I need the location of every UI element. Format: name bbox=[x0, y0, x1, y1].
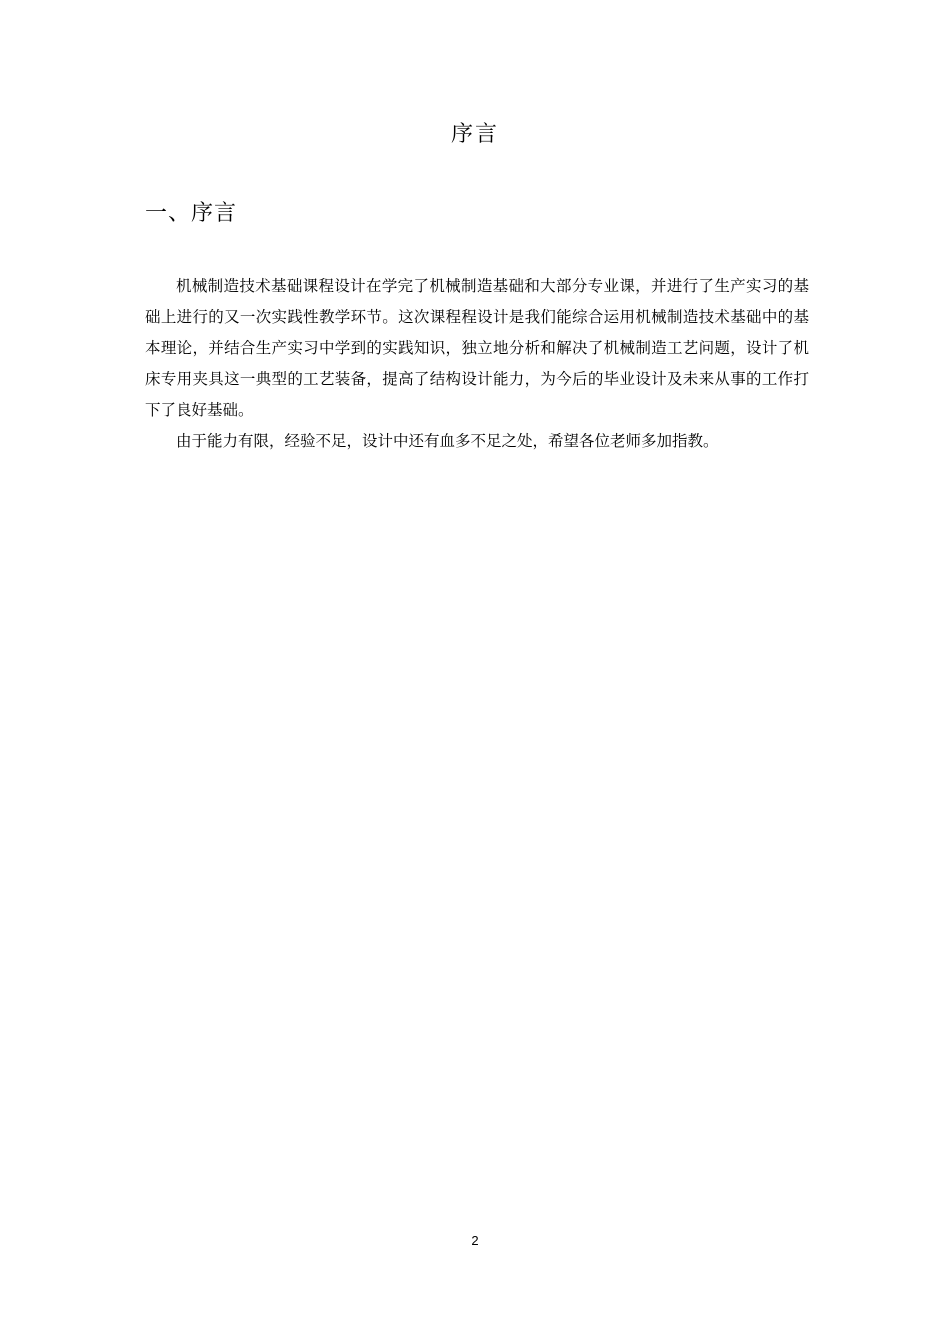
page-number: 2 bbox=[471, 1233, 479, 1248]
section-heading: 一、序言 bbox=[145, 201, 238, 226]
paragraph-2: 由于能力有限，经验不足，设计中还有血多不足之处，希望各位老师多加指教。 bbox=[176, 432, 719, 450]
body-text bbox=[145, 271, 809, 457]
paragraph-1: 机械制造技术基础课程设计在学完了机械制造基础和大部分专业课，并进行了生产实习的基础上进行的又一次实践性教学环节。这次课程程设计是我们能综合运用机械制造技术基础中的基本理论，并结合生产实习中学到的实践知识，独立地分析和解决了机械制造工艺问题，设计了机床专用夹具这一典型的工艺装备，提高了结构设计能力，为今后的毕业设计及未来从事的工作打下了良好基础。 bbox=[145, 277, 809, 419]
page-title: 序言 bbox=[450, 122, 499, 147]
